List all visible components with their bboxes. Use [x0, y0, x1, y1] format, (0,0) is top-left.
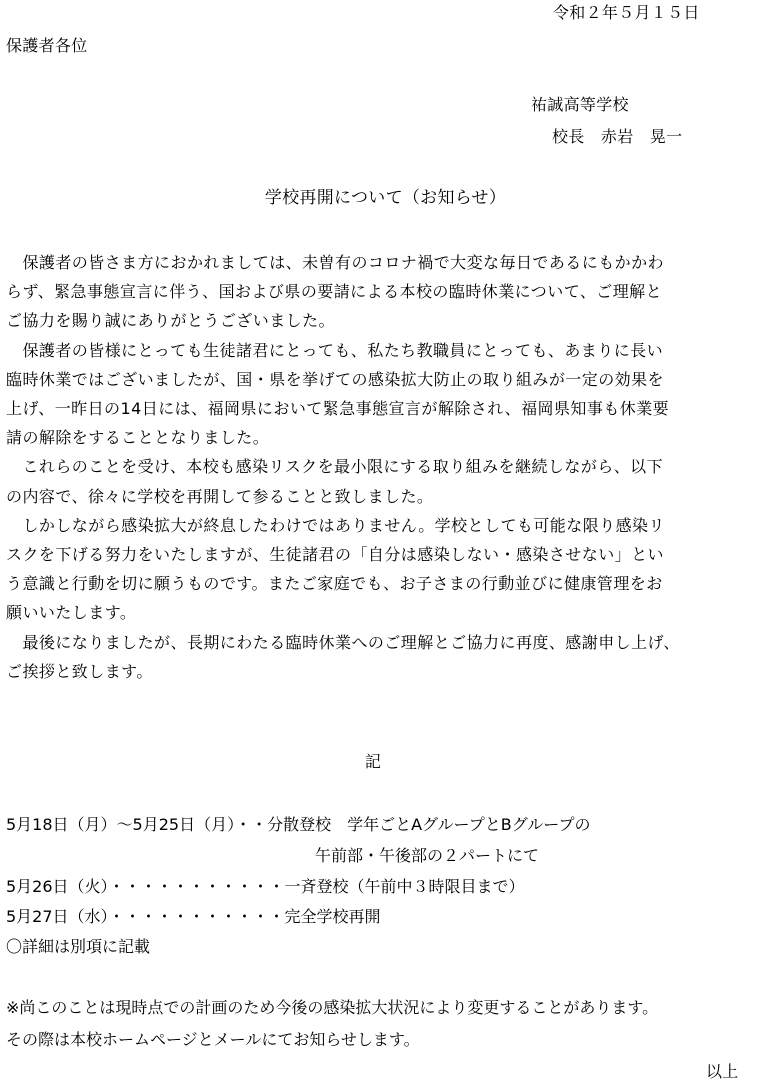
body-line: スクを下げる努力をいたしますが、生徒諸君の「自分は感染しない・感染させない」とい: [6, 545, 665, 565]
ki-heading: 記: [364, 752, 382, 771]
document-date: 令和２年５月１５日: [553, 3, 700, 22]
body-text: [6, 248, 766, 686]
body-line: ご協力を賜り誠にありがとうございました。: [6, 311, 336, 331]
note-line-2: その際は本校ホームページとメールにてお知らせします。: [6, 1030, 420, 1049]
body-line: 保護者の皆さま方におかれましては、未曽有のコロナ禍で大変な毎日であるにもかかわ: [6, 253, 665, 272]
note-line-1: ※尚このことは現時点での計画のため今後の感染拡大状況により変更することがあります。: [6, 998, 659, 1017]
closing-mark: 以上: [706, 1062, 739, 1081]
schedule-line-3: 5月27日（水）・・・・・・・・・・・完全学校再開: [6, 907, 381, 926]
schedule-line-2: 5月26日（火）・・・・・・・・・・・一斉登校（午前中３時限目まで）: [6, 877, 525, 896]
body-line: 上げ、一昨日の14日には、福岡県において緊急事態宣言が解除され、福岡県知事も休業要: [6, 399, 670, 419]
schedule-line-1: 5月18日（月）～5月25日（月）・・分散登校 学年ごとAグループとBグループの: [6, 815, 591, 834]
document-title: 学校再開について（お知らせ）: [264, 188, 507, 208]
body-line: う意識と行動を切に願うものです。またご家庭でも、お子さまの行動並びに健康管理をお: [6, 574, 663, 594]
body-line: らず、緊急事態宣言に伴う、国および県の要請による本校の臨時休業について、ご理解と: [6, 282, 663, 302]
schedule-detail-note: 〇詳細は別項に記載: [6, 937, 151, 956]
body-line: 願いいたします。: [6, 603, 137, 623]
body-line: 請の解除をすることとなりました。: [6, 428, 270, 448]
body-line: しかしながら感染拡大が終息したわけではありません。学校としても可能な限り感染リ: [6, 515, 665, 535]
school-name: 祐誠高等学校: [531, 95, 629, 114]
body-line: 保護者の皆様にとっても生徒諸君にとっても、私たち教職員にとっても、あまりに長い: [6, 340, 664, 360]
body-line: これらのことを受け、本校も感染リスクを最小限にする取り組みを継続しながら、以下: [6, 457, 664, 477]
schedule-line-1-continued: 午前部・午後部の２パートにて: [315, 846, 540, 865]
principal-name: 校長 赤岩 晃一: [552, 127, 683, 146]
recipient: 保護者各位: [6, 36, 88, 55]
body-line: 臨時休業ではございましたが、国・県を挙げての感染拡大防止の取り組みが一定の効果を: [6, 369, 665, 389]
body-line: 最後になりましたが、長期にわたる臨時休業へのご理解とご協力に再度、感謝申し上げ、: [6, 632, 680, 652]
body-line: の内容で、徐々に学校を再開して参ることと致しました。: [6, 486, 434, 506]
body-line: ご挨拶と致します。: [6, 661, 153, 681]
